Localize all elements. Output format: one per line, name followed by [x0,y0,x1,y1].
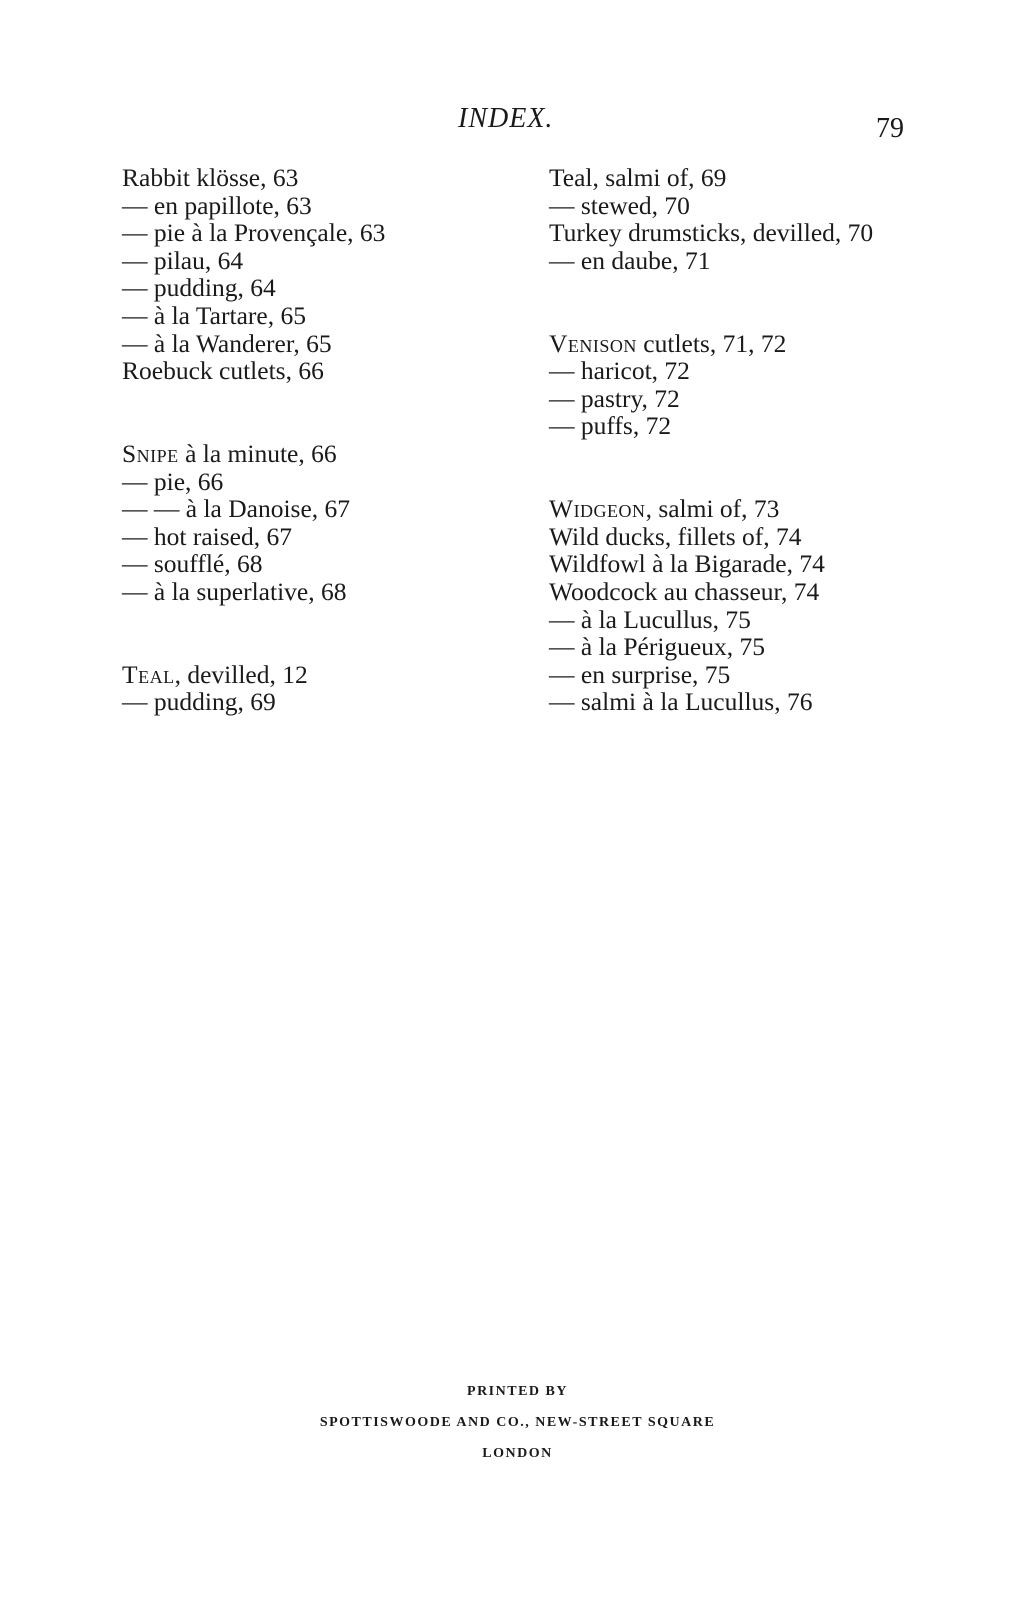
index-entry [122,523,522,551]
index-entry-text: — puffs, 72 [549,411,672,441]
index-entry-text: , salmi of, 73 [645,494,780,524]
index-entry-text: — à la Lucullus, 75 [549,604,751,634]
index-entry [549,357,969,385]
index-entry [122,440,522,468]
index-entry [549,633,969,661]
index-entry-text: Wild ducks, fillets of, 74 [549,521,802,551]
index-entry-text: — à la Périgueux, 75 [549,632,765,662]
index-entry-text: — à la Tartare, 65 [122,300,306,330]
index-entry-text: — à la superlative, 68 [122,576,347,606]
index-entry-text: — stewed, 70 [549,190,690,220]
index-entry [122,357,522,385]
index-entry [122,578,522,606]
index-entry [122,661,522,689]
index-entry [549,164,969,192]
index-entry-text: Wildfowl à la Bigarade, 74 [549,549,825,579]
section-gap [122,606,522,661]
index-entry-text: — pie, 66 [122,466,224,496]
index-head-word: Widgeon [549,494,646,524]
index-entry-text: , devilled, 12 [174,659,308,689]
index-entry-text: à la minute, 66 [178,438,337,468]
index-entry [549,606,969,634]
index-entry-text: Turkey drumsticks, devilled, 70 [549,218,874,248]
page-header [0,103,1035,143]
index-entry [549,330,969,358]
index-entry-text: — hot raised, 67 [122,521,292,551]
index-entry-text: Teal, salmi of, 69 [549,163,727,192]
index-entry [549,385,969,413]
index-entry-text: Roebuck cutlets, 66 [122,356,324,386]
running-title: INDEX. [458,103,554,134]
index-entry-text: — soufflé, 68 [122,549,263,579]
index-entry [549,412,969,440]
imprint-printed-by: PRINTED BY [467,1384,568,1399]
index-column-right [549,164,969,716]
index-entry-text: Woodcock au chasseur, 74 [549,576,820,606]
index-entry [122,688,522,716]
index-entry [549,219,969,247]
index-entry-text: — en papillote, 63 [122,190,312,220]
index-entry [549,661,969,689]
index-entry [122,330,522,358]
imprint-printer-name: SPOTTISWOODE AND CO., NEW-STREET SQUARE [319,1415,716,1430]
index-entry-text: — pudding, 64 [122,273,276,303]
index-head-word: Venison [549,328,637,358]
index-entry-text: — pudding, 69 [122,687,276,717]
index-entry-text: — salmi à la Lucullus, 76 [549,687,813,717]
index-head-word: Teal [122,659,175,689]
index-entry-text: — pilau, 64 [122,245,244,275]
index-entry-text: — à la Wanderer, 65 [122,328,332,358]
index-entry-text: — pastry, 72 [549,383,680,413]
index-entry [549,192,969,220]
index-column-left [122,164,522,716]
index-entry [122,495,522,523]
index-entry [549,578,969,606]
index-entry [549,523,969,551]
index-entry-text: — en daube, 71 [549,245,711,275]
index-head-word: Snipe [122,438,179,468]
index-entry [122,219,522,247]
printer-imprint [0,1376,1035,1469]
index-entry-text: — pie à la Provençale, 63 [122,218,386,248]
index-entry [549,550,969,578]
index-entry [549,495,969,523]
index-entry [549,247,969,275]
index-entry-text: — haricot, 72 [549,356,690,386]
index-entry [122,550,522,578]
section-gap [549,274,969,329]
index-entry-text: — en surprise, 75 [549,659,731,689]
index-entry [549,688,969,716]
section-gap [122,385,522,440]
section-gap [549,440,969,495]
index-entry [122,274,522,302]
index-entry [122,247,522,275]
index-entry-text: Rabbit klösse, 63 [122,163,299,192]
index-entry [122,468,522,496]
index-entry [122,302,522,330]
imprint-place: LONDON [482,1446,553,1461]
index-entry [122,192,522,220]
index-entry-text: — — à la Danoise, 67 [122,494,351,524]
index-entry-text: cutlets, 71, 72 [636,328,787,358]
index-entry [122,164,522,192]
page-number: 79 [876,113,904,144]
